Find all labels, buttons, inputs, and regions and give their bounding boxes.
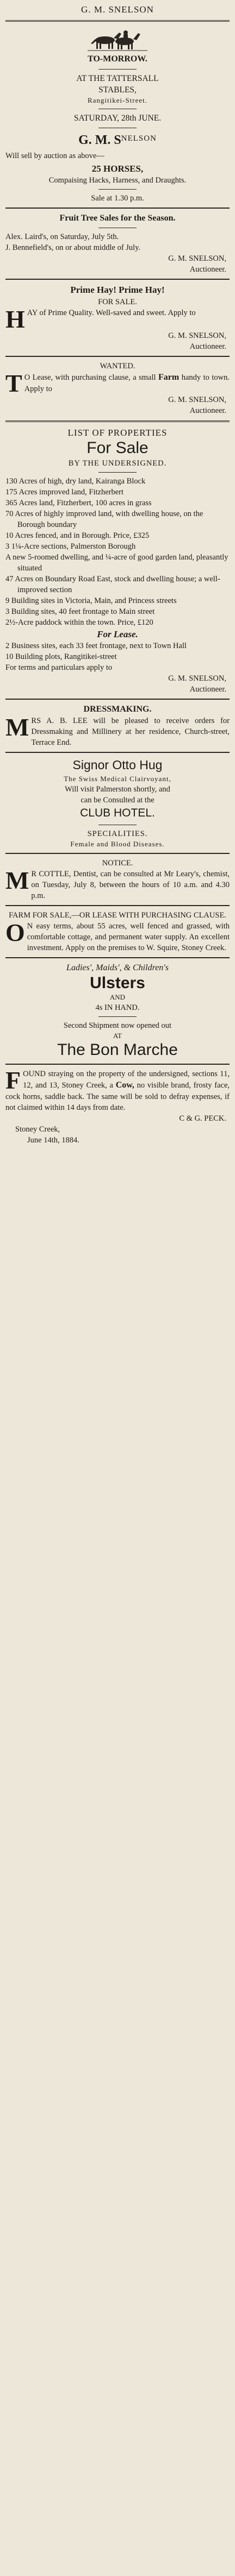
signature: G. M. SNELSON,: [168, 254, 226, 263]
ad-title: Prime Hay! Prime Hay!: [70, 285, 165, 296]
divider: [5, 420, 230, 422]
specialities-items: Female and Blood Diseases.: [70, 839, 165, 848]
text-line: Second Shipment now opened out: [63, 1021, 172, 1031]
signature: G. M. SNELSON,: [168, 331, 226, 340]
for-lease-heading: For Lease.: [97, 629, 138, 639]
divider: [5, 699, 230, 700]
ad-body: T O Lease, with purchasing clause, a small Farm handy to town. Apply to: [5, 371, 230, 394]
text-line: can be Consulted at the: [81, 795, 154, 805]
signature-title: Auctioneer.: [189, 406, 226, 415]
fruit-tree-ad: [5, 212, 230, 275]
ad-title: NOTICE.: [102, 858, 133, 868]
divider: [5, 279, 230, 280]
ad-body: HAY of Prime Quality. Well-saved and sweet. Apply to: [5, 307, 196, 330]
drop-cap: F: [5, 1068, 21, 1094]
horses-and-rider-illustration: [5, 26, 230, 52]
dentist-notice-ad: [5, 858, 230, 901]
ad-title: Signor Otto Hug: [72, 758, 163, 772]
divider: [5, 356, 230, 357]
ad-title: Ladies', Maids', & Children's: [66, 963, 169, 972]
ad-title: WANTED.: [100, 361, 135, 370]
text-line: J. Bennefield's, on or about middle of July.: [5, 243, 141, 253]
list-item: 3 Building sites, 40 feet frontage to Main street: [5, 607, 155, 616]
column-header: G. M. SNELSON: [81, 4, 154, 15]
drop-cap: M: [5, 715, 29, 742]
ad-body: M R COTTLE, Dentist, can be consulted at Mr Leary's, chemist, on Tuesday, July 8, between the hours of 10 a.m. and 4.30 p.m.: [5, 868, 230, 900]
signature: C & G. PECK.: [179, 1114, 226, 1123]
text-line: Will sell by auction as above—: [5, 151, 104, 160]
signature: G. M. SNELSON,: [168, 674, 226, 683]
list-item: 9 Building sites in Victoria, Main, and Princess streets: [5, 596, 177, 605]
ad-subtitle: FOR SALE.: [98, 297, 137, 306]
text-line: Alex. Laird's, on Saturday, July 5th.: [5, 233, 119, 242]
store-name: The Bon Marche: [57, 1041, 178, 1059]
horse-sale-ad: [5, 26, 230, 204]
list-item: 130 Acres of high, dry land, Kairanga Block: [5, 476, 146, 486]
divider: [5, 853, 230, 854]
drop-cap: M: [5, 868, 29, 894]
dressmaking-ad: [5, 703, 230, 748]
list-item: 10 Building plots, Rangitikei-street: [5, 652, 117, 662]
divider: [5, 752, 230, 753]
farm-for-sale-ad: [5, 910, 230, 953]
ulsters-ad: [5, 962, 230, 1060]
divider: [98, 1016, 137, 1017]
list-item: 2½-Acre paddock within the town. Price, £120: [5, 618, 153, 627]
prime-hay-ad: [5, 284, 230, 351]
list-item: A new 5-roomed dwelling, and ¼-acre of good garden land, pleasantly situated: [5, 552, 228, 573]
text-line: AT: [113, 1032, 122, 1040]
text-line: Rangitikei-Street.: [87, 96, 148, 105]
list-item: 70 Acres of highly improved land, with dwelling house, on the Borough boundary: [5, 509, 203, 529]
date-line: June 14th, 1884.: [27, 1135, 79, 1145]
place-line: Stoney Creek,: [15, 1124, 60, 1134]
list-item: 365 Acres land, Fitzherbert, 100 acres in grass: [5, 498, 152, 507]
divider: [98, 69, 137, 70]
horses-count: 25 HORSES,: [91, 163, 144, 174]
text-line: Compaising Hacks, Harness, and Draughts.: [48, 176, 187, 185]
property-list: [5, 476, 230, 628]
signature-title: Auctioneer.: [189, 685, 226, 694]
lease-list: [5, 640, 230, 662]
ad-title: DRESSMAKING.: [83, 705, 152, 714]
ad-subtitle: The Swiss Medical Clairvoyant,: [64, 774, 171, 783]
name-big: G. M. S: [78, 133, 121, 147]
signature-title: Auctioneer.: [189, 342, 226, 351]
divider: [5, 905, 230, 906]
divider: [5, 20, 230, 22]
for-sale-heading: For Sale: [86, 439, 149, 457]
ad-body: FOUND straying on the property of the undersigned, sections 11, 12, and 13, Stoney Creek, a Cow, no visible brand, frosty face, cock horns, saddle back. The same will be sold to defray expenses, if not claimed within 14 days from date.: [5, 1068, 230, 1112]
ad-title: TO-MORROW.: [88, 54, 147, 64]
otto-hug-ad: [5, 757, 230, 849]
drop-cap: T: [5, 371, 22, 394]
divider: [98, 189, 137, 190]
ad-title: FARM FOR SALE,—OR LEASE WITH PURCHASING CLAUSE.: [9, 910, 226, 920]
divider: [5, 1064, 230, 1065]
ad-title: LIST OF PROPERTIES: [67, 427, 168, 438]
divider: [5, 957, 230, 958]
list-item: 175 Acres improved land, Fitzherbert: [5, 487, 124, 497]
ulsters-heading: Ulsters: [90, 973, 145, 992]
hotel-name: CLUB HOTEL.: [80, 806, 155, 819]
drop-cap: O: [5, 920, 25, 946]
ad-subtitle: BY THE UNDERSIGNED.: [68, 458, 167, 468]
found-cow-ad: [5, 1069, 230, 1146]
signature: G. M. SNELSON,: [168, 395, 226, 404]
list-item: 47 Acres on Boundary Road East, stock and dwelling house; a well-improved section: [5, 574, 220, 594]
divider: [5, 208, 230, 209]
wanted-ad: [5, 361, 230, 416]
text-line: AND: [109, 993, 126, 1002]
text-line: For terms and particulars apply to: [5, 663, 113, 673]
text-line: 4s IN HAND.: [95, 1003, 140, 1013]
divider: [98, 472, 137, 473]
name-rest: NELSON: [121, 134, 157, 143]
text-line: Sale at 1.30 p.m.: [91, 194, 144, 203]
ad-body: O N easy terms, about 55 acres, well fenced and grassed, with comfortable cottage, and permanent water supply. An excellent investment. Apply on the premises to W. Squire, Stoney Creek.: [5, 920, 230, 952]
drop-cap: H: [5, 307, 25, 330]
text-line: AT THE TATTERSALL: [76, 73, 159, 83]
list-item: 3 1¼-Acre sections, Palmerston Borough: [5, 542, 136, 551]
list-item: 2 Business sites, each 33 feet frontage, next to Town Hall: [5, 642, 187, 651]
signature-title: Auctioneer.: [189, 265, 226, 274]
text-line: Will visit Palmerston shortly, and: [65, 784, 170, 794]
list-item: 10 Acres fenced, and in Borough. Price, £325: [5, 531, 150, 540]
text-line: STABLES,: [98, 85, 137, 95]
specialities-heading: SPECIALITIES.: [87, 829, 148, 838]
auctioneer-name: [5, 131, 230, 149]
properties-list-ad: [5, 426, 230, 695]
sale-date: SATURDAY, 28th JUNE.: [73, 114, 162, 123]
ad-title: Fruit Tree Sales for the Season.: [59, 213, 176, 223]
ad-body: MRS A. B. LEE will be pleased to receive orders for Dressmaking and Millinery at her residence, Church-street, Terrace End.: [5, 715, 230, 747]
